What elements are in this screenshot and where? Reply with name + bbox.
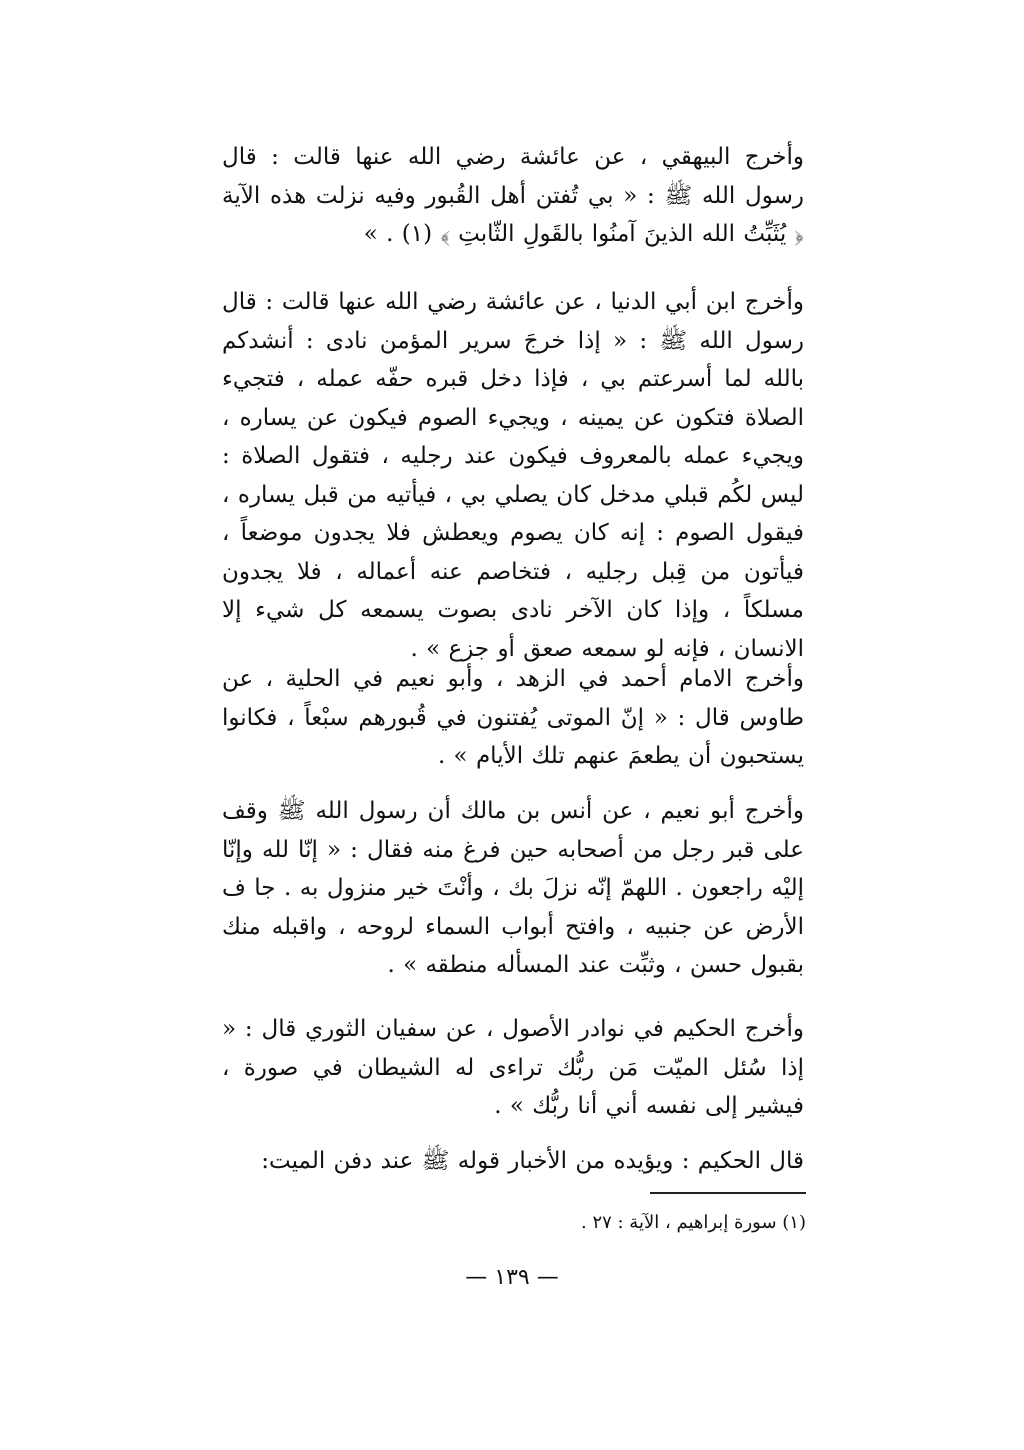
paragraph-abu-nuaym: وأخرج أبو نعيم ، عن أنس بن مالك أن رسول الله ﷺ وقف على قبر رجل من أصحابه حين فرغ منه فقال : « إنّا لله وإنّا إليْه راجعون . اللهمّ إنّه نزلَ بك ، وأنْتَ خير منزول به . جا ف الأرض عن جنبيه ، وافتح أبواب السماء لروحه ، واقبله منك بقبول حسن ، وثبِّت عند المسأله منطقه » . xyxy=(222,798,804,978)
footnote-divider xyxy=(650,1192,806,1194)
paragraph-hakim-qala: قال الحكيم : ويؤيده من الأخبار قوله ﷺ عند دفن الميت: xyxy=(261,1148,804,1174)
footnote: (١) سورة إبراهيم ، الآية : ٢٧ . xyxy=(580,1212,806,1233)
paragraph-ibn-abi-dunya: وأخرج ابن أبي الدنيا ، عن عائشة رضي الله عنها قالت : قال رسول الله ﷺ : « إذا خرجَ سرير المؤمن نادى : أنشدكم بالله لما أسرعتم بي ، فإذا دخل قبره حفّه عمله ، فتجيء الصلاة فتكون عن يمينه ، ويجيء الصوم فيكون عن يساره ، ويجيء عمله بالمعروف فيكون عند رجليه ، فتقول الصلاة : ليس لكُم قبلي مدخل كان يصلي بي ، فيأتيه من قبل يساره ، فيقول الصوم : إنه كان يصوم ويعطش فلا يجدون موضعاً ، فيأتون من قِبل رجليه ، فتخاصم عنه أعماله ، فلا يجدون مسلكاً ، وإذا كان الآخر نادى بصوت يسمعه كل شيء إلا الانسان ، فإنه لو سمعه صعق أو جزع » . xyxy=(222,289,804,662)
paragraph-hakim-nawadir: وأخرج الحكيم في نوادر الأصول ، عن سفيان الثوري قال : « إذا سُئل الميّت مَن ربُّك تراءى له الشيطان في صورة ، فيشير إلى نفسه أني أنا ربُّك » . xyxy=(222,1016,804,1119)
paragraph-bayhaqi: وأخرج البيهقي ، عن عائشة رضي الله عنها قالت : قال رسول الله ﷺ : « بي تُفتن أهل القُبور وفيه نزلت هذه الآية ﴿ يُثَبِّتُ الله الذينَ آمنُوا بالقَولِ الثّابتِ ﴾ (١) . » xyxy=(222,144,804,247)
paragraph-imam-ahmad: وأخرج الامام أحمد في الزهد ، وأبو نعيم في الحلية ، عن طاوس قال : « إنّ الموتى يُفتنون في قُبورهم سبْعاً ، فكانوا يستحبون أن يطعمَ عنهم تلك الأيام » . xyxy=(222,666,804,769)
page-number: — ١٣٩ — xyxy=(465,1265,559,1290)
